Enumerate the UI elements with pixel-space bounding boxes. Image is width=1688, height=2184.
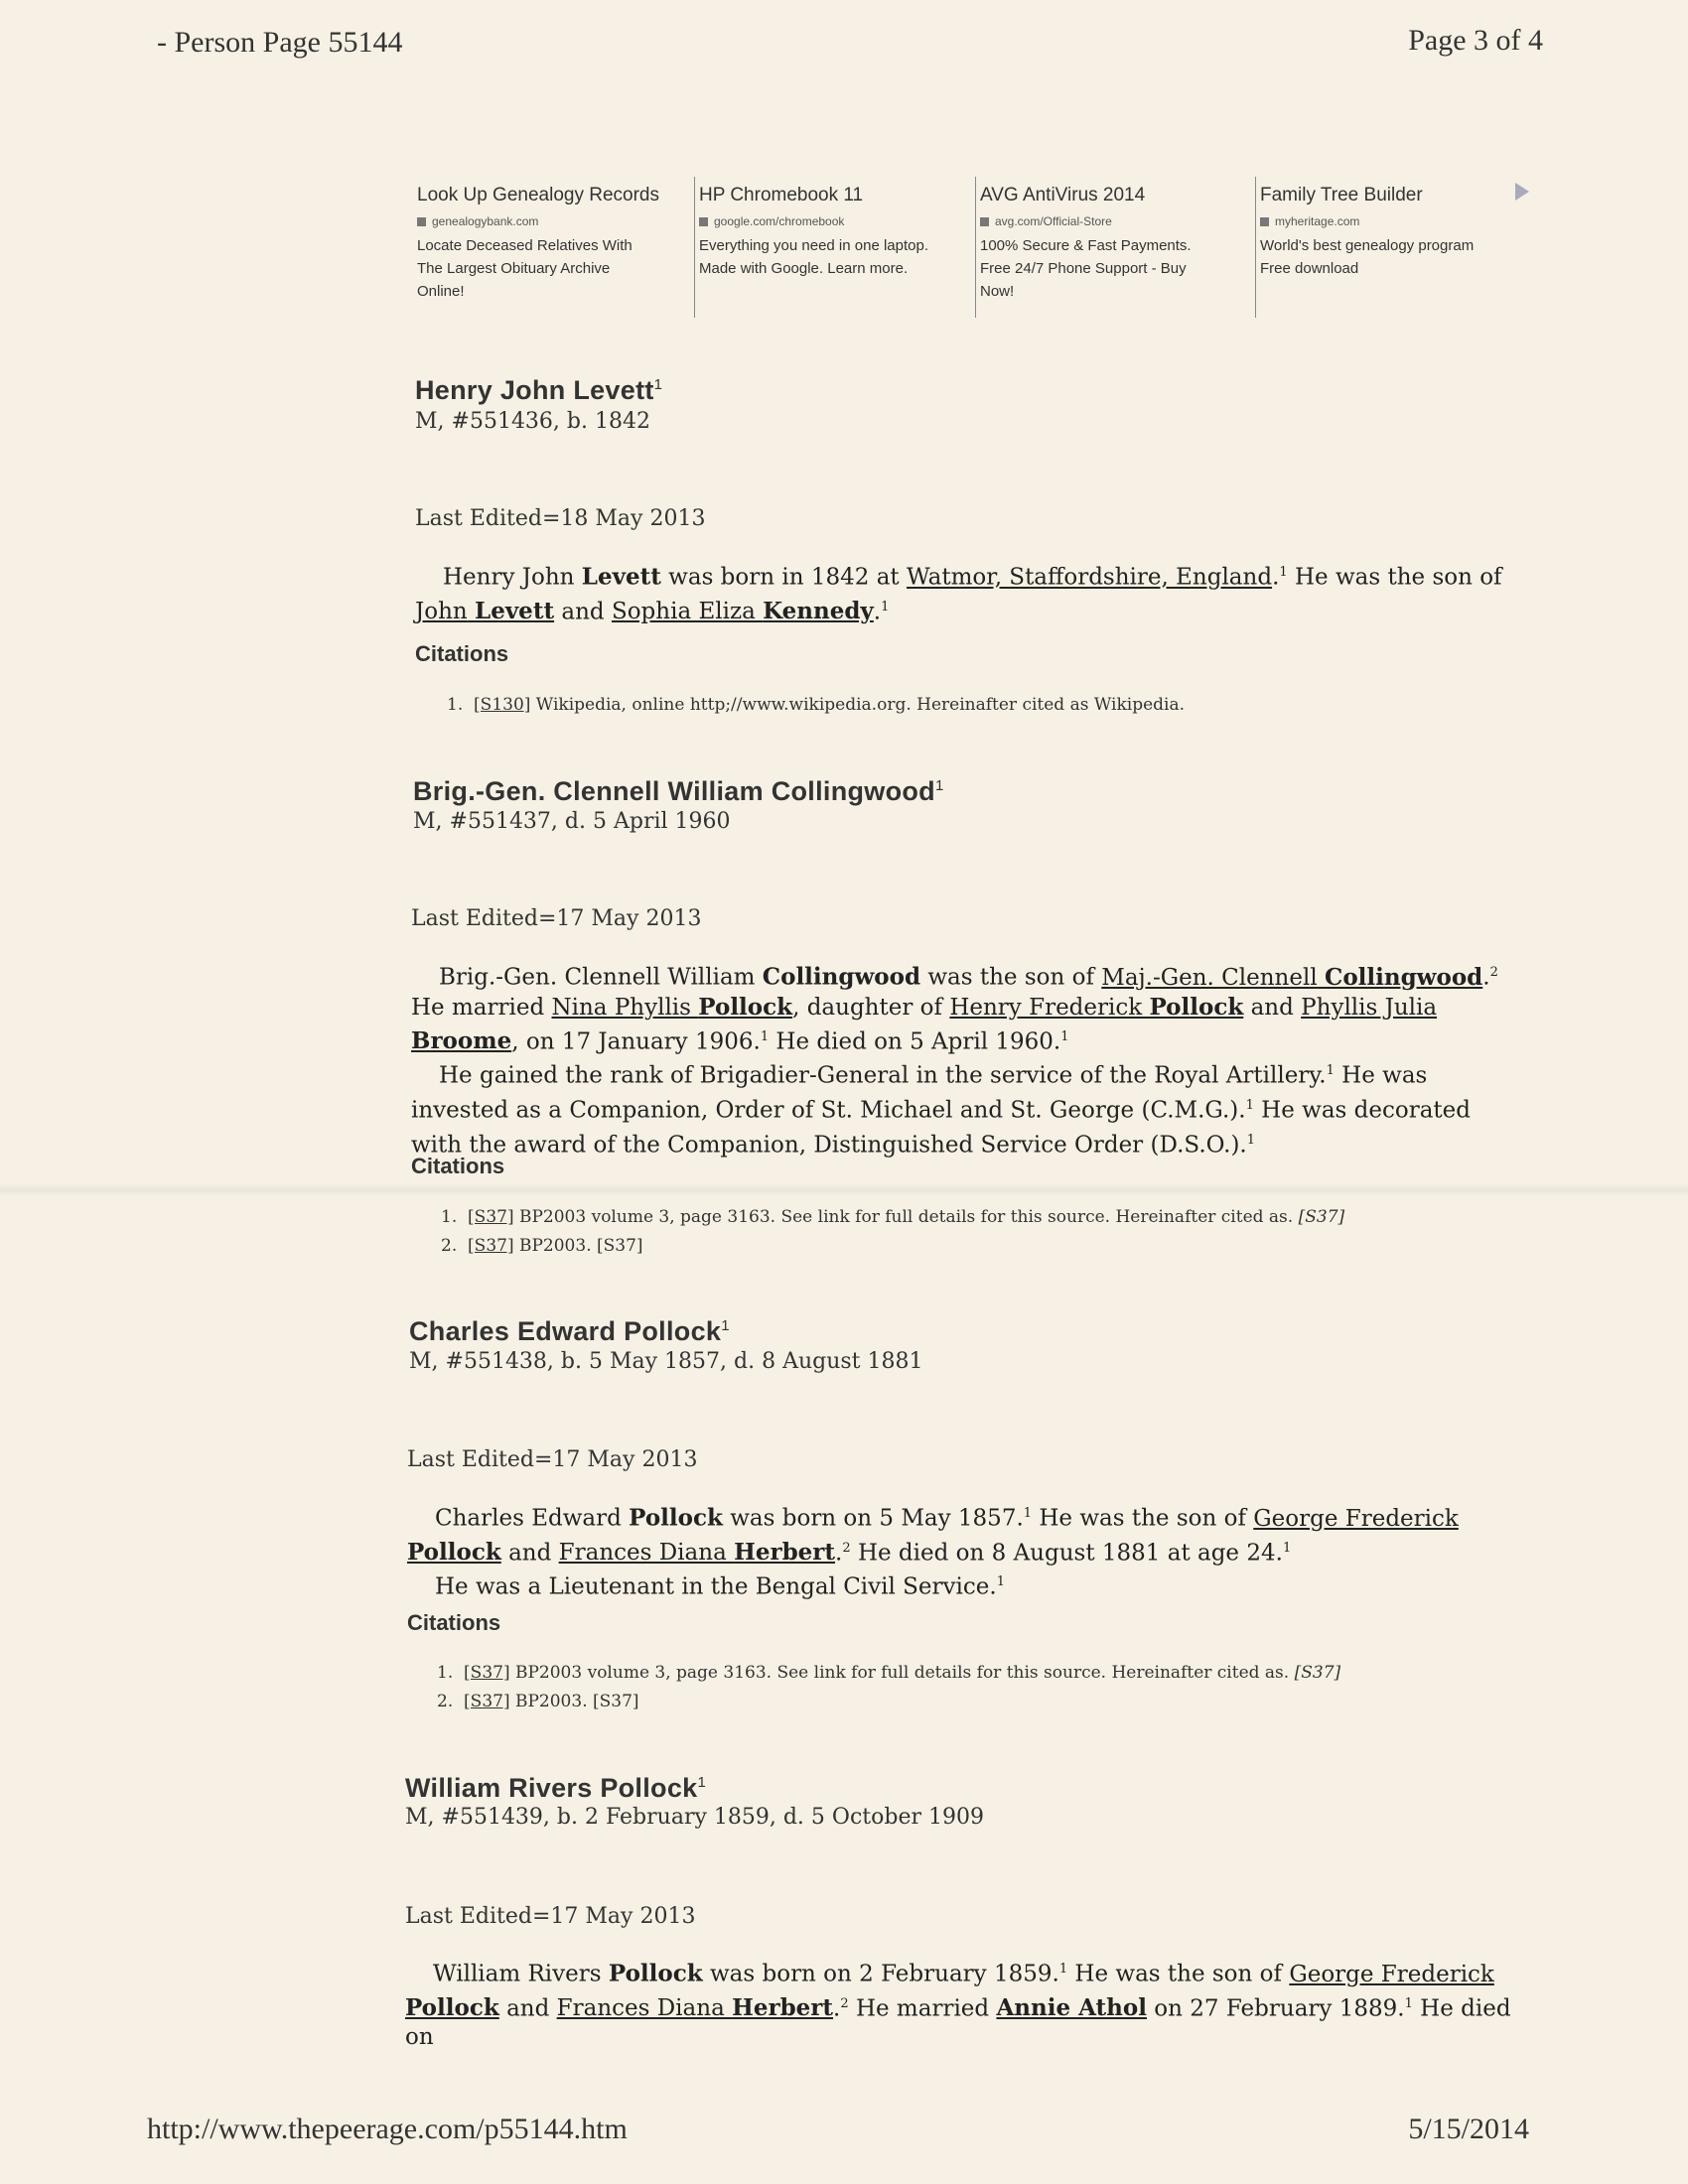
person-meta: M, #551439, b. 2 February 1859, d. 5 October 1909 bbox=[405, 1805, 984, 1830]
scan-artifact bbox=[0, 1183, 1688, 1197]
ad-url-text: avg.com/Official-Store bbox=[995, 214, 1112, 228]
person-link[interactable]: Frances Diana Herbert bbox=[558, 1539, 836, 1567]
ad-desc-line: Free 24/7 Phone Support - Buy bbox=[980, 260, 1187, 277]
ad-desc-line: 100% Secure & Fast Payments. bbox=[980, 237, 1192, 254]
last-edited: Last Edited=17 May 2013 bbox=[411, 906, 702, 931]
footnote-ref[interactable]: 2 bbox=[842, 1540, 851, 1556]
footnote-ref[interactable]: 1 bbox=[1404, 1995, 1413, 2011]
footnote-ref[interactable]: 1 bbox=[1246, 1132, 1256, 1148]
ad-desc-line: World's best genealogy program bbox=[1260, 237, 1475, 254]
last-edited: Last Edited=17 May 2013 bbox=[407, 1447, 698, 1472]
footnote-ref[interactable]: 1 bbox=[1058, 1962, 1068, 1977]
header-page-number: Page 3 of 4 bbox=[1408, 24, 1543, 57]
person-meta: M, #551436, b. 1842 bbox=[415, 409, 650, 434]
source-link[interactable]: [S37] bbox=[468, 1207, 514, 1227]
citations-heading: Citations bbox=[407, 1610, 501, 1635]
ad-desc-line: Made with Google. Learn more. bbox=[699, 260, 909, 277]
footnote-ref[interactable]: 1 bbox=[1023, 1506, 1033, 1521]
person-name: Brig.-Gen. Clennell William Collingwood$^1$ bbox=[413, 776, 944, 806]
citation-item: 1. [S37] BP2003 volume 3, page 3163. See link for full details for this source. Hereinafter cited as. [S37] bbox=[441, 1207, 1345, 1227]
ad-title[interactable]: Family Tree Builder bbox=[1260, 185, 1423, 205]
person-bio: William Rivers Pollock was born on 2 February 1859.$^1$ He was the son of George Frederick Pollock and Frances Diana Herbert.$^2$ He married Annie Athol on 27 February 1889.$^1$ He died on bbox=[405, 1960, 1511, 2051]
last-edited: Last Edited=17 May 2013 bbox=[405, 1904, 696, 1929]
footnote-ref[interactable]: 1 bbox=[934, 777, 944, 794]
citations-heading: Citations bbox=[411, 1154, 505, 1178]
ad-url[interactable] bbox=[699, 214, 967, 228]
person-link[interactable]: John Levett bbox=[415, 598, 555, 625]
ad-description bbox=[417, 234, 685, 303]
ad-description bbox=[980, 234, 1248, 303]
ad-desc-line: Everything you need in one laptop. bbox=[699, 237, 928, 254]
ad-title[interactable]: AVG AntiVirus 2014 bbox=[980, 185, 1146, 205]
person-bio: Brig.-Gen. Clennell William Collingwood was the son of Maj.-Gen. Clennell Collingwood.$^2$ He married Nina Phyllis Pollock, daughter of Henry Frederick Pollock and Phyllis Julia Broome, on 17 January 1906.$^1$ He died on 5 April 1960.$^1$ He gained the rank of Brigadier-General in the service of the Royal Artillery.$^1$ He was invested as a Companion, Order of St. Michael and St. George (C.M.G.).$^1$ He was decorated with the award of the Companion, Distinguished Service Order (D.S.O.).$^1$ bbox=[411, 963, 1498, 1159]
ad-title[interactable]: Look Up Genealogy Records bbox=[417, 185, 659, 205]
footnote-ref[interactable]: 1 bbox=[653, 376, 663, 393]
favicon-icon bbox=[1260, 217, 1269, 226]
footnote-ref[interactable]: 1 bbox=[1282, 1540, 1292, 1556]
favicon-icon bbox=[417, 217, 426, 226]
footnote-ref[interactable]: 1 bbox=[697, 1774, 707, 1791]
ad-hp-chromebook[interactable] bbox=[694, 177, 967, 318]
citation-item: 2. [S37] BP2003. [S37] bbox=[441, 1236, 643, 1256]
favicon-icon bbox=[699, 217, 708, 226]
citations-heading: Citations bbox=[415, 641, 509, 666]
person-link[interactable]: Nina Phyllis Pollock bbox=[551, 993, 793, 1021]
citation-item: 1. [S130] Wikipedia, online http;//www.wikipedia.org. Hereinafter cited as Wikipedia. bbox=[447, 695, 1185, 715]
ad-url[interactable] bbox=[1260, 214, 1528, 228]
person-link[interactable]: Sophia Eliza Kennedy bbox=[611, 598, 874, 625]
last-edited: Last Edited=18 May 2013 bbox=[415, 506, 706, 531]
footnote-ref[interactable]: 2 bbox=[840, 1995, 849, 2011]
person-name: Charles Edward Pollock$^1$ bbox=[409, 1316, 730, 1346]
ad-description bbox=[699, 234, 967, 280]
ad-family-tree-builder[interactable] bbox=[1255, 177, 1528, 318]
footnote-ref[interactable]: 1 bbox=[881, 599, 890, 614]
person-link[interactable]: Henry Frederick Pollock bbox=[949, 993, 1244, 1021]
citation-item: 1. [S37] BP2003 volume 3, page 3163. See link for full details for this source. Hereinafter cited as. [S37] bbox=[437, 1663, 1341, 1683]
person-name: Henry John Levett$^1$ bbox=[415, 375, 663, 405]
ad-desc-line: The Largest Obituary Archive bbox=[417, 260, 611, 277]
place-link[interactable]: Watmor, Staffordshire, England bbox=[906, 564, 1273, 591]
citation-item: 2. [S37] BP2003. [S37] bbox=[437, 1692, 639, 1711]
ad-desc-line: Online! bbox=[417, 283, 465, 300]
ad-desc-line: Now! bbox=[980, 283, 1015, 300]
favicon-icon bbox=[980, 217, 989, 226]
footnote-ref[interactable]: 1 bbox=[721, 1317, 730, 1334]
footer-url: http://www.thepeerage.com/p55144.htm bbox=[147, 2113, 628, 2145]
header-title: - Person Page 55144 bbox=[157, 26, 403, 59]
ad-genealogybank[interactable] bbox=[413, 177, 685, 318]
person-link[interactable]: Annie Athol bbox=[996, 1994, 1147, 2022]
ad-description bbox=[1260, 234, 1528, 280]
citation-list bbox=[437, 1659, 1340, 1716]
person-link[interactable]: Phyllis Julia Broome bbox=[411, 994, 1438, 1055]
footer-date: 5/15/2014 bbox=[1408, 2113, 1529, 2145]
ad-title[interactable]: HP Chromebook 11 bbox=[699, 185, 864, 205]
adchoices-icon[interactable] bbox=[1515, 183, 1529, 201]
footnote-ref[interactable]: 1 bbox=[760, 1028, 770, 1044]
ad-url-text: google.com/chromebook bbox=[714, 214, 845, 228]
person-bio: Charles Edward Pollock was born on 5 May 1857.$^1$ He was the son of George Frederick Pollock and Frances Diana Herbert.$^2$ He died on 8 August 1881 at age 24.$^1$ He was a Lieutenant in the Bengal Civil Service.$^1$ bbox=[407, 1504, 1459, 1600]
source-link[interactable]: [S37] bbox=[468, 1236, 514, 1256]
person-link[interactable]: George Frederick Pollock bbox=[407, 1505, 1459, 1567]
person-link[interactable]: George Frederick Pollock bbox=[405, 1961, 1494, 2022]
ad-url-text: myheritage.com bbox=[1275, 214, 1360, 228]
footnote-ref[interactable]: 1 bbox=[1060, 1028, 1069, 1044]
source-link[interactable]: [S37] bbox=[464, 1663, 510, 1683]
source-link[interactable]: [S37] bbox=[464, 1692, 510, 1711]
citation-list bbox=[441, 1203, 1344, 1261]
person-meta: M, #551438, b. 5 May 1857, d. 8 August 1881 bbox=[409, 1349, 923, 1374]
person-link[interactable]: Frances Diana Herbert bbox=[556, 1994, 834, 2022]
ad-avg-antivirus[interactable] bbox=[975, 177, 1248, 318]
person-name: William Rivers Pollock$^1$ bbox=[405, 1773, 707, 1803]
ad-url[interactable] bbox=[980, 214, 1248, 228]
ad-desc-line: Locate Deceased Relatives With bbox=[417, 237, 633, 254]
footnote-ref[interactable]: 1 bbox=[1245, 1097, 1254, 1113]
ad-desc-line: Free download bbox=[1260, 260, 1359, 277]
source-link[interactable]: [S130] bbox=[474, 695, 531, 715]
person-meta: M, #551437, d. 5 April 1960 bbox=[413, 809, 731, 834]
footnote-ref[interactable]: 1 bbox=[1326, 1063, 1335, 1079]
footnote-ref[interactable]: 2 bbox=[1489, 965, 1498, 980]
person-link[interactable]: Maj.-Gen. Clennell Collingwood bbox=[1101, 963, 1483, 991]
footnote-ref[interactable]: 1 bbox=[1279, 565, 1288, 580]
person-bio: Henry John Levett was born in 1842 at Watmor, Staffordshire, England.$^1$ He was the son of John Levett and Sophia Eliza Kennedy.$^1$ bbox=[415, 563, 1502, 625]
footnote-ref[interactable]: 1 bbox=[996, 1574, 1005, 1590]
ad-url[interactable] bbox=[417, 214, 685, 228]
ad-banner bbox=[413, 177, 1535, 326]
ad-url-text: genealogybank.com bbox=[432, 214, 539, 228]
